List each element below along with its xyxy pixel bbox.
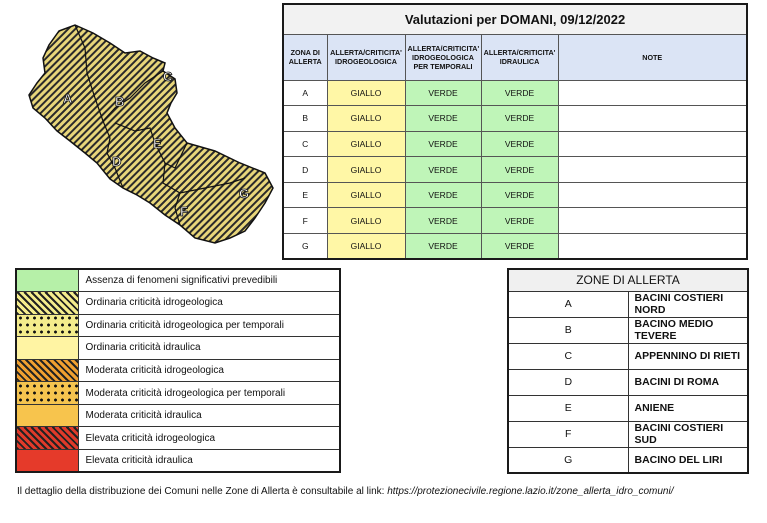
legend-label: Moderata criticità idrogeologica per temporali: [78, 382, 340, 405]
zone-name: BACINO MEDIO TEVERE: [628, 317, 748, 343]
zone-cell: G: [283, 234, 327, 260]
map-label-e: E: [153, 136, 162, 151]
idraulica-cell: VERDE: [481, 157, 558, 183]
zone-cell: F: [283, 208, 327, 234]
temporali-cell: VERDE: [405, 234, 481, 260]
legend-swatch-red-plain: [16, 449, 78, 472]
zone-name: APPENNINO DI RIETI: [628, 343, 748, 369]
zone-row: [508, 447, 748, 473]
table-row: [283, 157, 747, 183]
note-cell: [558, 208, 747, 234]
temporali-cell: VERDE: [405, 182, 481, 208]
zone-cell: A: [283, 80, 327, 106]
legend-label: Assenza di fenomeni significativi prevedibili: [78, 269, 340, 292]
idraulica-cell: VERDE: [481, 208, 558, 234]
note-cell: [558, 157, 747, 183]
legend-swatch-orange-dots: [16, 382, 78, 405]
legend-item: [16, 404, 340, 427]
zone-code: G: [508, 447, 628, 473]
zone-name: ANIENE: [628, 395, 748, 421]
legend-label: Moderata criticità idrogeologica: [78, 359, 340, 382]
zone-code: F: [508, 421, 628, 447]
idraulica-cell: VERDE: [481, 234, 558, 260]
zone-row: [508, 343, 748, 369]
table-row: [283, 182, 747, 208]
header-note: NOTE: [558, 34, 747, 80]
assessment-table: [282, 3, 748, 260]
idrogeologica-cell: GIALLO: [327, 234, 405, 260]
map-label-g: G: [239, 186, 250, 201]
zone-cell: C: [283, 131, 327, 157]
zones-title: ZONE DI ALLERTA: [508, 269, 748, 291]
zone-cell: D: [283, 157, 327, 183]
legend-swatch-orange-hatch: [16, 359, 78, 382]
legend-swatch-red-hatch: [16, 427, 78, 450]
legend-item: [16, 292, 340, 315]
idraulica-cell: VERDE: [481, 106, 558, 132]
header-idrogeologica: ALLERTA/CRITICITA' IDROGEOLOGICA: [327, 34, 405, 80]
table-row: [283, 131, 747, 157]
legend-swatch-green: [16, 269, 78, 292]
lazio-region-shape: [29, 25, 273, 243]
map-label-d: D: [112, 154, 122, 169]
header-temporali: ALLERTA/CRITICITA' IDROGEOLOGICA PER TEMPORALI: [405, 34, 481, 80]
note-cell: [558, 106, 747, 132]
legend-item: [16, 337, 340, 360]
table-row: [283, 208, 747, 234]
region-map: [15, 3, 277, 258]
idrogeologica-cell: GIALLO: [327, 208, 405, 234]
zones-table: [507, 268, 749, 474]
legend-item: [16, 359, 340, 382]
note-cell: [558, 131, 747, 157]
header-idraulica: ALLERTA/CRITICITA' IDRAULICA: [481, 34, 558, 80]
lazio-map-svg: [15, 3, 277, 258]
temporali-cell: VERDE: [405, 131, 481, 157]
idraulica-cell: VERDE: [481, 131, 558, 157]
assessment-title: Valutazioni per DOMANI, 09/12/2022: [283, 4, 747, 34]
legend-item: [16, 269, 340, 292]
idrogeologica-cell: GIALLO: [327, 131, 405, 157]
legend-swatch-yellow-hatch: [16, 292, 78, 315]
temporali-cell: VERDE: [405, 208, 481, 234]
zone-row: [508, 291, 748, 317]
note-cell: [558, 80, 747, 106]
zone-name: BACINI COSTIERI SUD: [628, 421, 748, 447]
zone-code: E: [508, 395, 628, 421]
header-zone: ZONA DI ALLERTA: [283, 34, 327, 80]
legend-label: Ordinaria criticità idrogeologica: [78, 292, 340, 315]
footer-text: Il dettaglio della distribuzione dei Comuni nelle Zone di Allerta è consultabile al link:: [17, 486, 388, 497]
zone-code: C: [508, 343, 628, 369]
legend-swatch-orange-plain: [16, 404, 78, 427]
idrogeologica-cell: GIALLO: [327, 80, 405, 106]
idrogeologica-cell: GIALLO: [327, 157, 405, 183]
legend-item: [16, 449, 340, 472]
table-row: [283, 106, 747, 132]
map-label-f: F: [180, 204, 188, 219]
zone-name: BACINO DEL LIRI: [628, 447, 748, 473]
map-label-a: A: [63, 91, 73, 106]
legend-label: Ordinaria criticità idraulica: [78, 337, 340, 360]
legend-label: Moderata criticità idraulica: [78, 404, 340, 427]
zone-name: BACINI DI ROMA: [628, 369, 748, 395]
zone-code: B: [508, 317, 628, 343]
idraulica-cell: VERDE: [481, 182, 558, 208]
map-label-c: C: [163, 69, 173, 84]
temporali-cell: VERDE: [405, 80, 481, 106]
footer-note: [17, 486, 674, 497]
map-label-b: B: [115, 94, 125, 109]
legend-swatch-yellow-dots: [16, 314, 78, 337]
legend-label: Elevata criticità idraulica: [78, 449, 340, 472]
zone-cell: B: [283, 106, 327, 132]
zone-cell: E: [283, 182, 327, 208]
note-cell: [558, 234, 747, 260]
legend-label: Elevata criticità idrogeologica: [78, 427, 340, 450]
legend-item: [16, 427, 340, 450]
table-row: [283, 234, 747, 260]
temporali-cell: VERDE: [405, 106, 481, 132]
legend-item: [16, 314, 340, 337]
zone-name: BACINI COSTIERI NORD: [628, 291, 748, 317]
idrogeologica-cell: GIALLO: [327, 106, 405, 132]
zone-row: [508, 317, 748, 343]
legend-swatch-yellow-plain: [16, 337, 78, 360]
table-row: [283, 80, 747, 106]
legend-label: Ordinaria criticità idrogeologica per temporali: [78, 314, 340, 337]
temporali-cell: VERDE: [405, 157, 481, 183]
idraulica-cell: VERDE: [481, 80, 558, 106]
zone-code: D: [508, 369, 628, 395]
zone-row: [508, 369, 748, 395]
zone-row: [508, 395, 748, 421]
footer-link[interactable]: https://protezionecivile.regione.lazio.it/zone_allerta_idro_comuni/: [387, 486, 674, 497]
zone-row: [508, 421, 748, 447]
zone-code: A: [508, 291, 628, 317]
note-cell: [558, 182, 747, 208]
criticality-legend: [15, 268, 341, 473]
idrogeologica-cell: GIALLO: [327, 182, 405, 208]
legend-item: [16, 382, 340, 405]
